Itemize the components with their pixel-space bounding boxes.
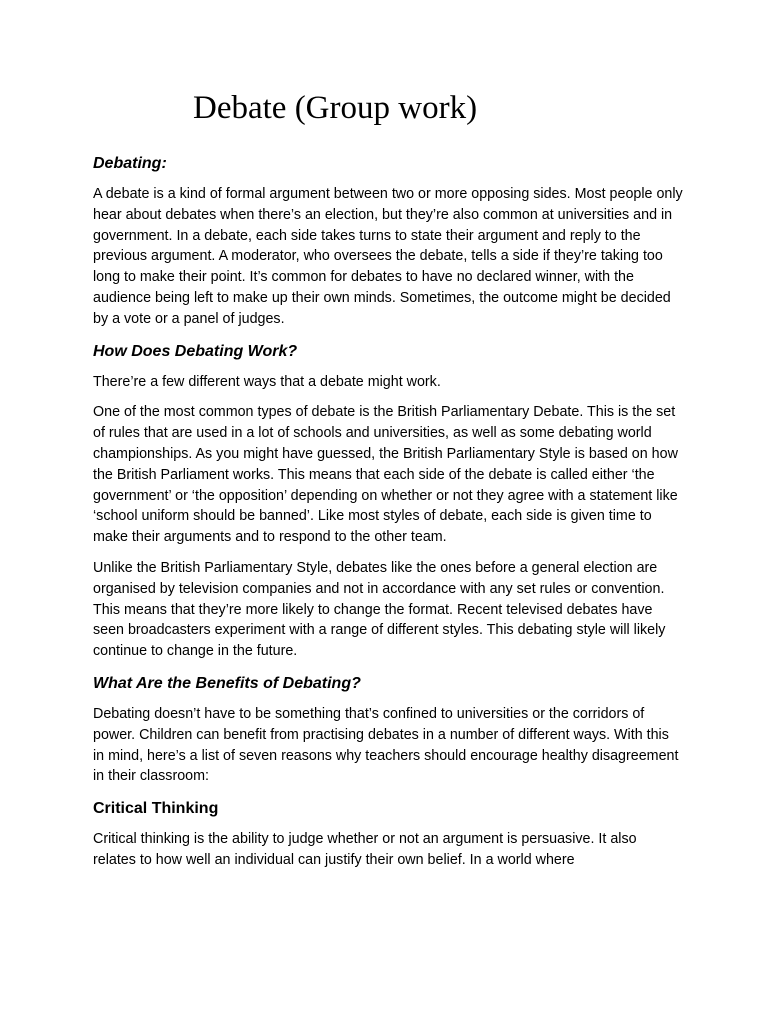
heading-benefits-of-debating: What Are the Benefits of Debating? (93, 674, 361, 692)
heading-how-debating-works: How Does Debating Work? (93, 342, 298, 360)
heading-critical-thinking: Critical Thinking (93, 800, 219, 818)
paragraph-critical-thinking: Critical thinking is the ability to judge whether or not an argument is persuasive. It also relates to how well an individual can justify their own belief. In a world where (93, 831, 637, 868)
paragraph-debating-definition: A debate is a kind of formal argument between two or more opposing sides. Most people only hear about debates when there’s an election, but they’re also common at universities and in government. In a debate, each side takes turns to state their argument and reply to the previous argument. A moderator, who oversees the debate, tells a side if they’re taking too long to make their point. It’s common for debates to have no declared winner, with the audience being left to make up their own minds. Sometimes, the outcome might be decided by a vote or a panel of judges. (93, 186, 683, 327)
paragraph-televised-debates: Unlike the British Parliamentary Style, debates like the ones before a general election are organised by television companies and not in accordance with any set rules or convention. This means that they’re more likely to change the format. Recent televised debates have seen broadcasters experiment with a range of different styles. This debating style will likely continue to change in the future. (93, 559, 666, 660)
paragraph-benefits: Debating doesn’t have to be something that’s confined to universities or the corridors of power. Children can benefit from practising debates in a number of different ways. With this in mind, here’s a list of seven reasons why teachers should encourage healthy disagreement in their classroom: (93, 705, 679, 785)
paragraph-ways-debate-works: There’re a few different ways that a debate might work. (93, 373, 441, 390)
heading-debating: Debating: (93, 155, 167, 172)
document-title: Debate (Group work) (193, 90, 478, 126)
document-body (93, 152, 683, 881)
paragraph-british-parliamentary: One of the most common types of debate is the British Parliamentary Debate. This is the set of rules that are used in a lot of schools and universities, as well as some debating world championships. As you might have guessed, the British Parliamentary Style is based on how the British Parliament works. This means that each side of the debate is called either ‘the government’ or ‘the opposition’ depending on whether or not they agree with a statement like ‘school uniform should be banned’. Like most styles of debate, each side is given time to make their arguments and to respond to the other team. (93, 404, 678, 546)
